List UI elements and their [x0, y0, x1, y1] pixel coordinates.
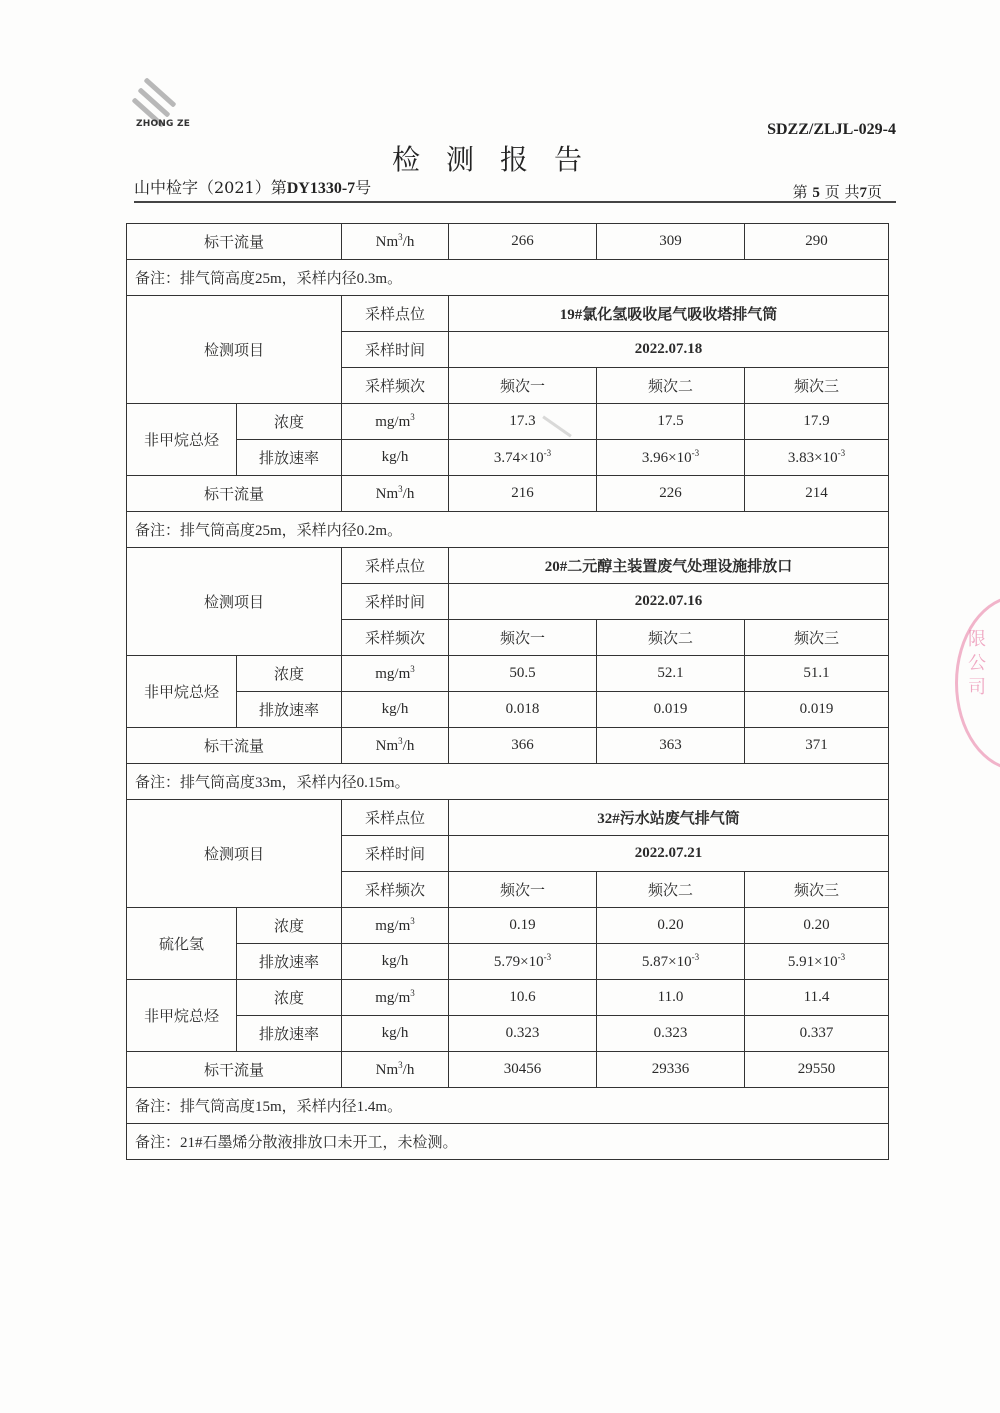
- freq-2: 频次二: [597, 620, 745, 656]
- table-row: [127, 224, 889, 260]
- time-label: 采样时间: [342, 836, 449, 872]
- conc-unit: $mg/m^3$: [342, 404, 449, 440]
- flow-unit: Nm$^3$/h: [342, 728, 449, 764]
- freq-3: 频次三: [745, 872, 889, 908]
- table-row: [127, 548, 889, 584]
- rate-value: $5.91\times 10^{-3}$: [745, 944, 889, 980]
- conc-value: 52.1: [597, 656, 745, 692]
- table-row: [127, 440, 889, 476]
- item-label: 检测项目: [127, 296, 342, 404]
- flow-value: 216: [449, 476, 597, 512]
- site-value: 19#氯化氢吸收尾气吸收塔排气筒: [449, 296, 889, 332]
- table-row: [127, 1016, 889, 1052]
- table-row: [127, 908, 889, 944]
- page-indicator: [793, 181, 882, 202]
- flow-unit: Nm$^3$/h: [342, 1052, 449, 1088]
- rate-unit: kg/h: [342, 1016, 449, 1052]
- site-value: 20#二元醇主装置废气处理设施排放口: [449, 548, 889, 584]
- freq-label: 采样频次: [342, 368, 449, 404]
- table-row: [127, 944, 889, 980]
- rate-value: 0.018: [449, 692, 597, 728]
- conc-label: 浓度: [237, 980, 342, 1016]
- rate-value: 0.337: [745, 1016, 889, 1052]
- freq-1: 频次一: [449, 368, 597, 404]
- freq-label: 采样频次: [342, 872, 449, 908]
- site-value: 32#污水站废气排气筒: [449, 800, 889, 836]
- freq-1: 频次一: [449, 620, 597, 656]
- freq-label: 采样频次: [342, 620, 449, 656]
- flow-value: 266: [449, 224, 597, 260]
- site-label: 采样点位: [342, 800, 449, 836]
- conc-value: 0.19: [449, 908, 597, 944]
- rate-value: $3.96\times 10^{-3}$: [597, 440, 745, 476]
- conc-value: 50.5: [449, 656, 597, 692]
- table-row: [127, 764, 889, 800]
- date-value: 2022.07.21: [449, 836, 889, 872]
- rate-label: 排放速率: [237, 1016, 342, 1052]
- conc-value: 10.6: [449, 980, 597, 1016]
- flow-value: 363: [597, 728, 745, 764]
- date-value: 2022.07.18: [449, 332, 889, 368]
- page-current: 5: [812, 185, 820, 201]
- logo-text: ZHONG ZE: [136, 119, 191, 129]
- page-suffix: 页: [866, 183, 882, 201]
- report-table: [126, 223, 889, 1160]
- table-row: [127, 260, 889, 296]
- report-number-prefix: 山中检字（2021）第: [134, 178, 287, 197]
- conc-value: 0.20: [597, 908, 745, 944]
- report-number-value: DY1330-7: [286, 180, 356, 197]
- rate-value: $5.87\times 10^{-3}$: [597, 944, 745, 980]
- note: 备注：排气筒高度25m，采样内径0.2m。: [127, 512, 889, 548]
- freq-3: 频次三: [745, 368, 889, 404]
- report-number: [134, 175, 371, 198]
- conc-label: 浓度: [237, 656, 342, 692]
- page-total: 7: [859, 185, 867, 201]
- rate-value: $3.83\times 10^{-3}$: [745, 440, 889, 476]
- report-number-suffix: 号: [355, 178, 372, 197]
- conc-value: 51.1: [745, 656, 889, 692]
- table-row: [127, 1088, 889, 1124]
- conc-unit: $mg/m^3$: [342, 656, 449, 692]
- rate-unit: kg/h: [342, 944, 449, 980]
- note: 备注：排气筒高度33m，采样内径0.15m。: [127, 764, 889, 800]
- conc-value: 17.9: [745, 404, 889, 440]
- site-label: 采样点位: [342, 548, 449, 584]
- header-divider: [134, 201, 896, 203]
- note: 备注：排气筒高度15m，采样内径1.4m。: [127, 1088, 889, 1124]
- conc-value: 11.4: [745, 980, 889, 1016]
- rate-unit: kg/h: [342, 692, 449, 728]
- table-row: [127, 512, 889, 548]
- time-label: 采样时间: [342, 584, 449, 620]
- time-label: 采样时间: [342, 332, 449, 368]
- stamp-text: 限公司: [968, 629, 986, 698]
- table-row: [127, 476, 889, 512]
- rate-label: 排放速率: [237, 440, 342, 476]
- table-row: [127, 800, 889, 836]
- rate-value: $3.74\times 10^{-3}$: [449, 440, 597, 476]
- pollutant-nmhc: 非甲烷总烃: [127, 980, 237, 1052]
- flow-value: 30456: [449, 1052, 597, 1088]
- flow-value: 214: [745, 476, 889, 512]
- freq-3: 频次三: [745, 620, 889, 656]
- conc-unit: $mg/m^3$: [342, 980, 449, 1016]
- flow-label: 标干流量: [127, 1052, 342, 1088]
- page-mid: 页 共: [824, 183, 860, 201]
- note: 备注：排气筒高度25m，采样内径0.3m。: [127, 260, 889, 296]
- flow-value: 290: [745, 224, 889, 260]
- pollutant-h2s: 硫化氢: [127, 908, 237, 980]
- conc-value: 17.5: [597, 404, 745, 440]
- final-note: 备注：21#石墨烯分散液排放口未开工，未检测。: [127, 1124, 889, 1160]
- date-value: 2022.07.16: [449, 584, 889, 620]
- table-row: [127, 296, 889, 332]
- conc-value: 17.3: [449, 404, 597, 440]
- flow-value: 29550: [745, 1052, 889, 1088]
- rate-value: 0.323: [597, 1016, 745, 1052]
- rate-value: 0.019: [597, 692, 745, 728]
- rate-value: $5.79\times 10^{-3}$: [449, 944, 597, 980]
- freq-2: 频次二: [597, 368, 745, 404]
- conc-value: 11.0: [597, 980, 745, 1016]
- rate-label: 排放速率: [237, 692, 342, 728]
- flow-unit: Nm$^3$/h: [342, 224, 449, 260]
- pollutant-nmhc: 非甲烷总烃: [127, 404, 237, 476]
- flow-value: 371: [745, 728, 889, 764]
- flow-label: 标干流量: [127, 476, 342, 512]
- flow-label: 标干流量: [127, 224, 342, 260]
- table-row: [127, 404, 889, 440]
- item-label: 检测项目: [127, 800, 342, 908]
- rate-label: 排放速率: [237, 944, 342, 980]
- site-label: 采样点位: [342, 296, 449, 332]
- freq-2: 频次二: [597, 872, 745, 908]
- conc-label: 浓度: [237, 908, 342, 944]
- document-code: SDZZ/ZLJL-029-4: [767, 121, 896, 138]
- flow-value: 309: [597, 224, 745, 260]
- freq-1: 频次一: [449, 872, 597, 908]
- rate-value: 0.019: [745, 692, 889, 728]
- table-row: [127, 656, 889, 692]
- flow-label: 标干流量: [127, 728, 342, 764]
- flow-unit: Nm$^3$/h: [342, 476, 449, 512]
- page-prefix: 第: [792, 183, 808, 201]
- flow-value: 29336: [597, 1052, 745, 1088]
- rate-value: 0.323: [449, 1016, 597, 1052]
- conc-unit: $mg/m^3$: [342, 908, 449, 944]
- table-row: [127, 728, 889, 764]
- table-row: [127, 980, 889, 1016]
- rate-unit: kg/h: [342, 440, 449, 476]
- pollutant-nmhc: 非甲烷总烃: [127, 656, 237, 728]
- table-row: [127, 692, 889, 728]
- flow-value: 366: [449, 728, 597, 764]
- table-row: [127, 1124, 889, 1160]
- flow-value: 226: [597, 476, 745, 512]
- page-title: 检测报告: [391, 143, 608, 176]
- table-row: [127, 1052, 889, 1088]
- item-label: 检测项目: [127, 548, 342, 656]
- conc-label: 浓度: [237, 404, 342, 440]
- conc-value: 0.20: [745, 908, 889, 944]
